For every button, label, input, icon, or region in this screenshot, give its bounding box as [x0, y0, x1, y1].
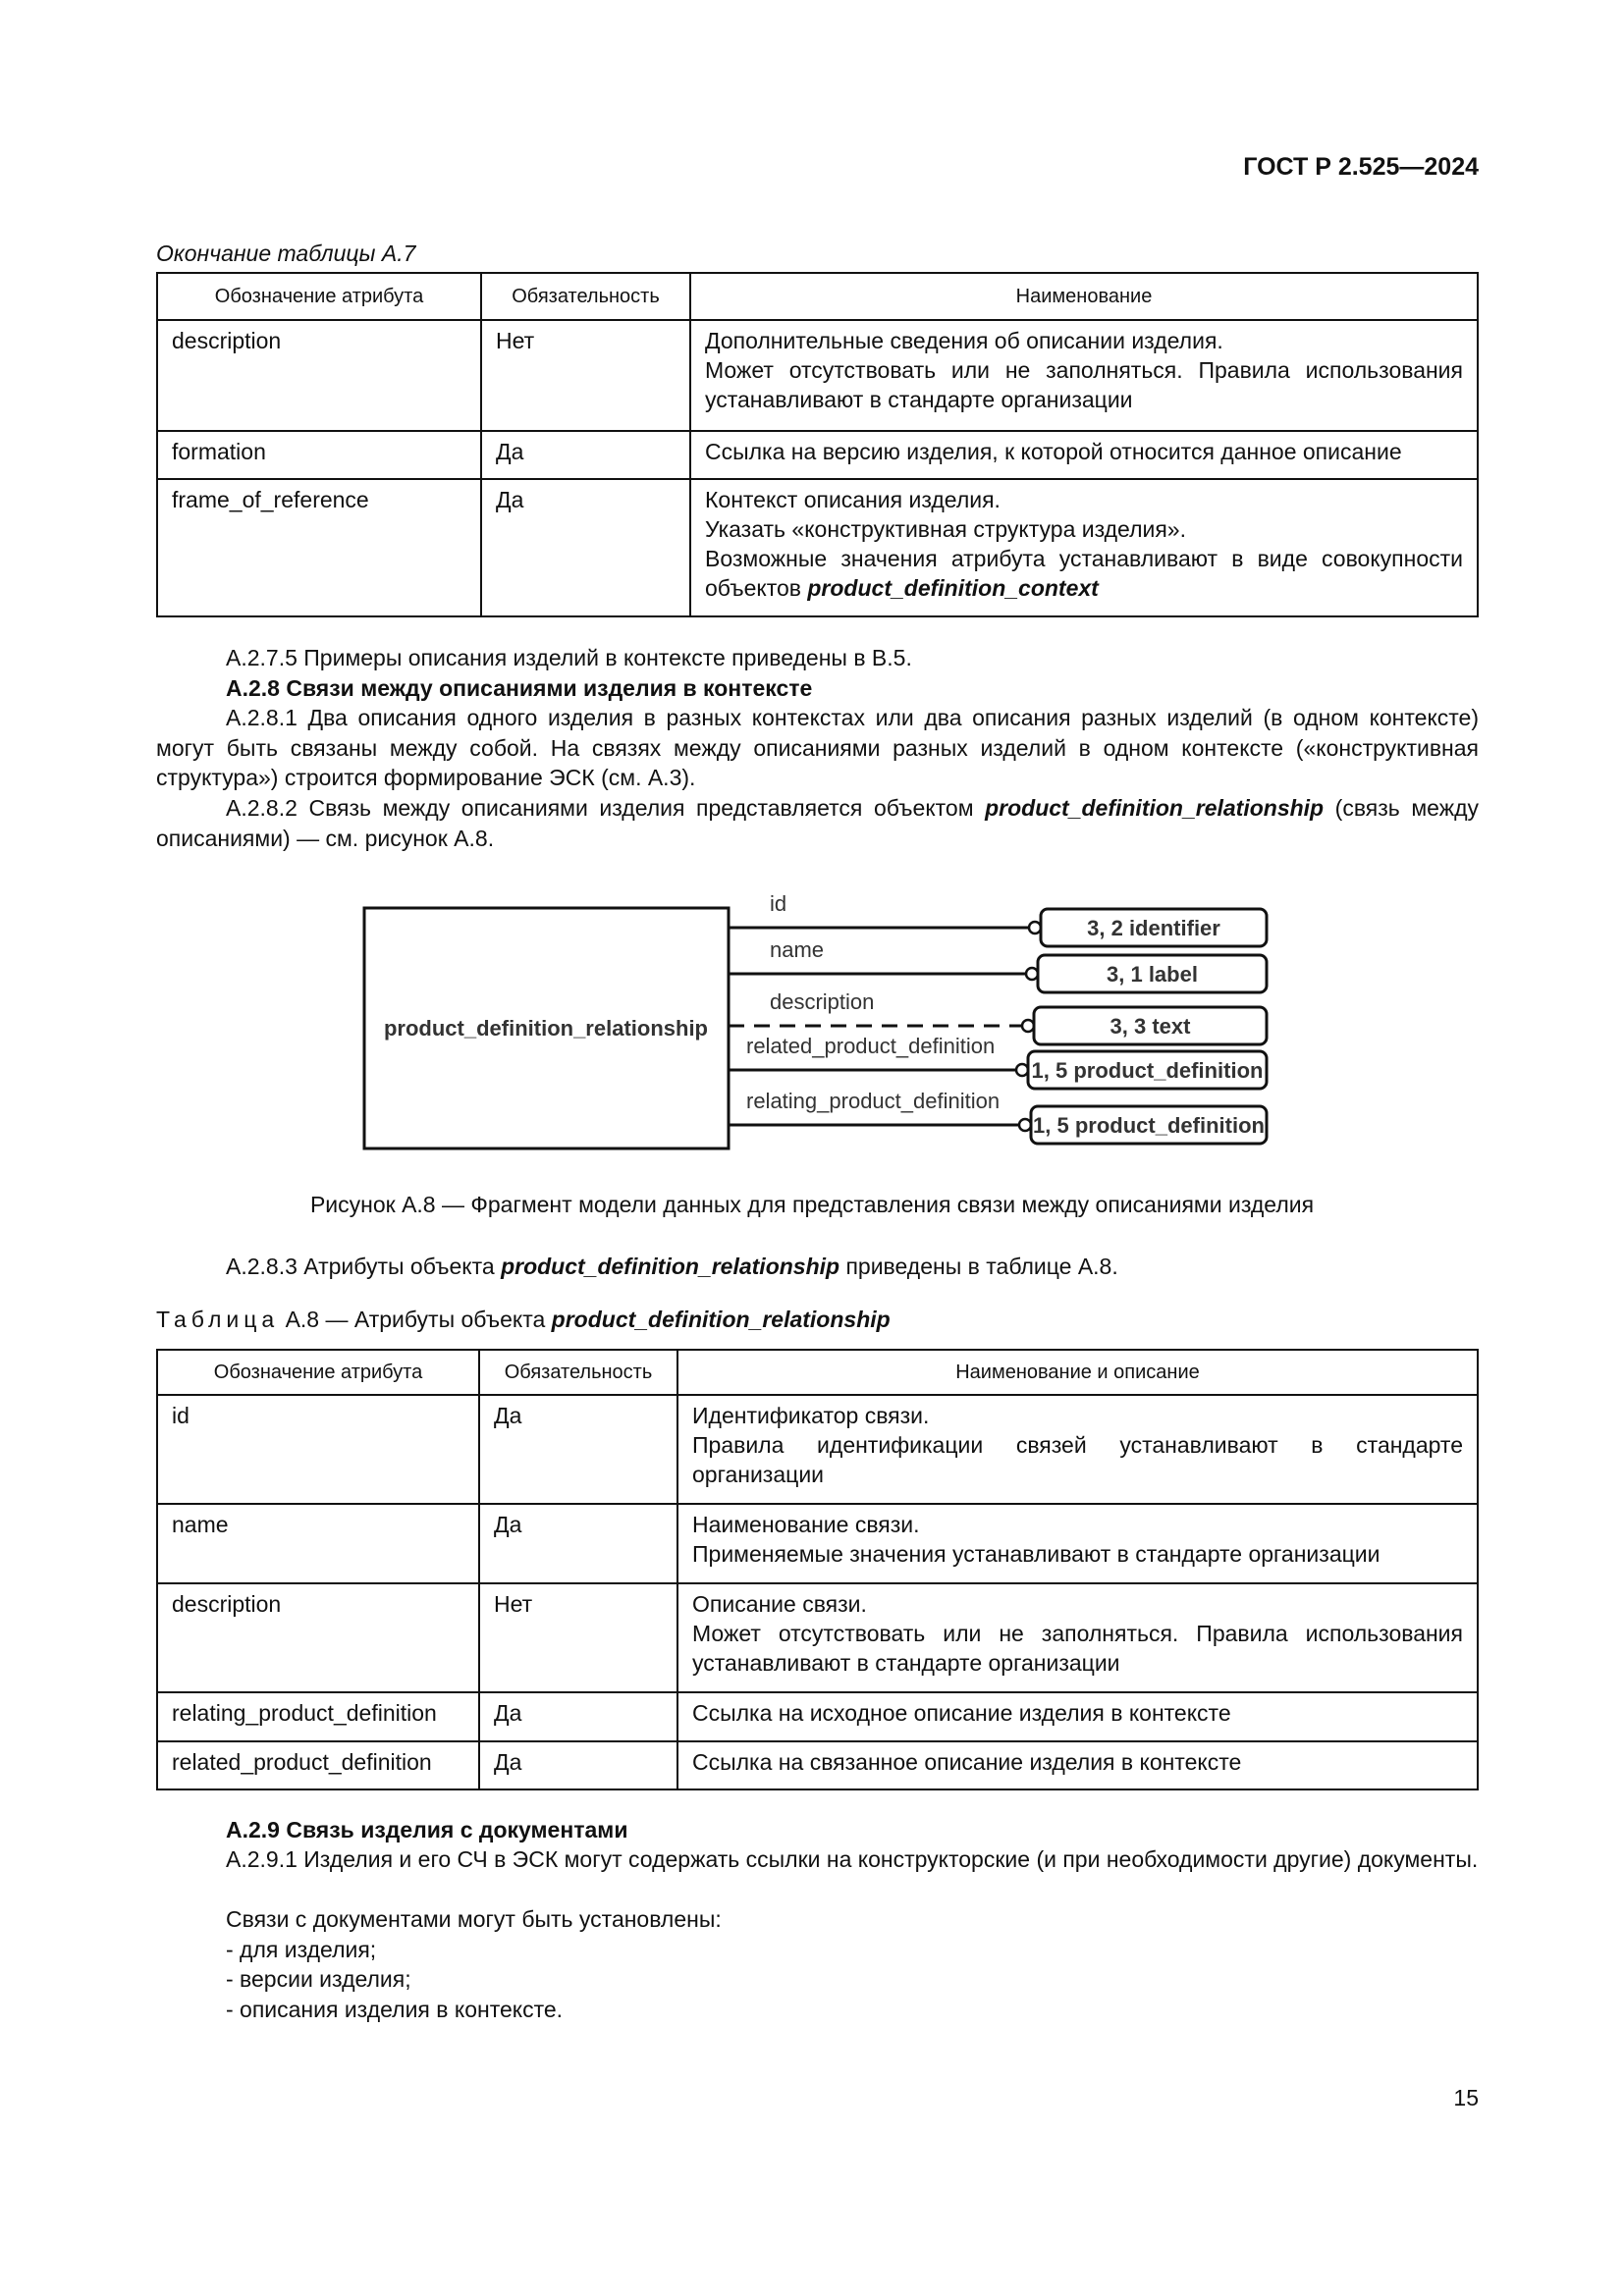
desc-line: Применяемые значения устанавливают в стандарте организации	[692, 1541, 1380, 1567]
req-cell: Да	[479, 1741, 677, 1789]
desc-line: Дополнительные сведения об описании изделия.	[705, 328, 1223, 353]
table-a7	[156, 272, 1479, 617]
table-row	[157, 1583, 1478, 1692]
target-type-label: 3, 3 text	[1110, 1014, 1191, 1039]
desc-cell	[690, 479, 1478, 616]
desc-line: Возможные значения атрибута устанавливают в виде совокупности объектов product_definition_context	[705, 546, 1463, 601]
table-header-row	[157, 273, 1478, 320]
table-header-row	[157, 1350, 1478, 1395]
table-row	[157, 1504, 1478, 1583]
heading-a28: А.2.8 Связи между описаниями изделия в контексте	[226, 675, 813, 701]
table-a8-caption: Таблица А.8 — Атрибуты объекта product_definition_relationship	[156, 1307, 891, 1332]
paragraph-a282: А.2.8.2 Связь между описаниями изделия представляется объектом product_definition_relationship (связь между описаниями) — см. рисунок А.8.	[156, 795, 1479, 851]
paragraph-a283: А.2.8.3 Атрибуты объекта product_definition_relationship приведены в таблице А.8.	[226, 1254, 1118, 1279]
desc-cell	[690, 320, 1478, 431]
attr-cell: description	[157, 320, 481, 431]
desc-line: Правила идентификации связей устанавливают в стандарте организации	[692, 1432, 1463, 1487]
table-row	[157, 1741, 1478, 1789]
list-item: - для изделия;	[226, 1937, 377, 1962]
attr-cell: name	[157, 1504, 479, 1583]
optional-circle-marker	[1016, 1064, 1028, 1076]
attr-cell: frame_of_reference	[157, 479, 481, 616]
optional-circle-marker	[1022, 1020, 1034, 1032]
column-header: Наименование и описание	[677, 1350, 1478, 1395]
figure-a8-diagram	[0, 874, 1624, 1168]
req-cell: Нет	[479, 1583, 677, 1692]
desc-line: Указать «конструктивная структура изделия».	[705, 516, 1186, 542]
list-item: - версии изделия;	[226, 1966, 411, 1992]
paragraph-a275: А.2.7.5 Примеры описания изделий в контексте приведены в В.5.	[226, 645, 912, 670]
desc-cell	[677, 1583, 1478, 1692]
optional-circle-marker	[1029, 922, 1041, 934]
column-header: Обязательность	[481, 273, 690, 320]
attribute-label: id	[770, 891, 787, 916]
attr-cell: id	[157, 1395, 479, 1504]
desc-line: Наименование связи.	[692, 1512, 920, 1537]
attribute-label: name	[770, 937, 825, 962]
optional-circle-marker	[1019, 1119, 1031, 1131]
req-cell: Да	[479, 1504, 677, 1583]
desc-cell	[677, 1395, 1478, 1504]
paragraph-links: Связи с документами могут быть установлены:	[226, 1906, 722, 1932]
req-cell: Да	[481, 479, 690, 616]
desc-line: Может отсутствовать или не заполняться. Правила использования устанавливают в стандарте организации	[705, 357, 1463, 412]
desc-line: Может отсутствовать или не заполняться. Правила использования устанавливают в стандарте организации	[692, 1621, 1463, 1676]
optional-circle-marker	[1026, 968, 1038, 980]
desc-line: Описание связи.	[692, 1591, 867, 1617]
heading-a29: А.2.9 Связь изделия с документами	[226, 1817, 628, 1842]
req-cell: Да	[479, 1692, 677, 1741]
attribute-label: related_product_definition	[746, 1034, 996, 1058]
req-cell: Нет	[481, 320, 690, 431]
table-a7-caption: Окончание таблицы А.7	[156, 240, 416, 266]
desc-line: Идентификатор связи.	[692, 1403, 930, 1428]
desc-cell: Ссылка на исходное описание изделия в контексте	[677, 1692, 1478, 1741]
table-row	[157, 320, 1478, 431]
column-header: Обозначение атрибута	[157, 1350, 479, 1395]
target-type-label: 3, 2 identifier	[1087, 916, 1220, 940]
desc-cell	[677, 1504, 1478, 1583]
desc-cell: Ссылка на версию изделия, к которой относится данное описание	[690, 431, 1478, 479]
attr-cell: related_product_definition	[157, 1741, 479, 1789]
attr-cell: formation	[157, 431, 481, 479]
desc-cell: Ссылка на связанное описание изделия в контексте	[677, 1741, 1478, 1789]
target-type-label: 1, 5 product_definition	[1031, 1058, 1264, 1083]
column-header: Наименование	[690, 273, 1478, 320]
req-cell: Да	[479, 1395, 677, 1504]
desc-line: Контекст описания изделия.	[705, 487, 1001, 512]
paragraph-a291: А.2.9.1 Изделия и его СЧ в ЭСК могут содержать ссылки на конструкторские (и при необходимости другие) документы.	[226, 1846, 1479, 1872]
attr-cell: relating_product_definition	[157, 1692, 479, 1741]
attribute-label: relating_product_definition	[746, 1089, 1001, 1113]
list-item: - описания изделия в контексте.	[226, 1997, 564, 2022]
entity-label: product_definition_relationship	[383, 1016, 709, 1041]
table-row	[157, 1395, 1478, 1504]
paragraph-a281: А.2.8.1 Два описания одного изделия в разных контекстах или два описания разных изделий (в одном контексте) могут быть связаны между собой. На связях между описаниями разных изделий в одном контексте («конструктивная структура») строится формирование ЭСК (см. А.3).	[156, 705, 1479, 790]
attribute-label: description	[770, 989, 875, 1014]
attr-cell: description	[157, 1583, 479, 1692]
column-header: Обязательность	[479, 1350, 677, 1395]
page-number: 15	[1453, 2085, 1479, 2110]
column-header: Обозначение атрибута	[157, 273, 481, 320]
target-type-label: 3, 1 label	[1107, 962, 1198, 987]
req-cell: Да	[481, 431, 690, 479]
target-type-label: 1, 5 product_definition	[1033, 1113, 1265, 1138]
table-row	[157, 1692, 1478, 1741]
document-number: ГОСТ Р 2.525—2024	[1243, 153, 1479, 181]
table-row	[157, 479, 1478, 616]
table-row	[157, 431, 1478, 479]
table-a8	[156, 1349, 1479, 1790]
figure-caption: Рисунок А.8 — Фрагмент модели данных для представления связи между описаниями изделия	[309, 1192, 1315, 1217]
